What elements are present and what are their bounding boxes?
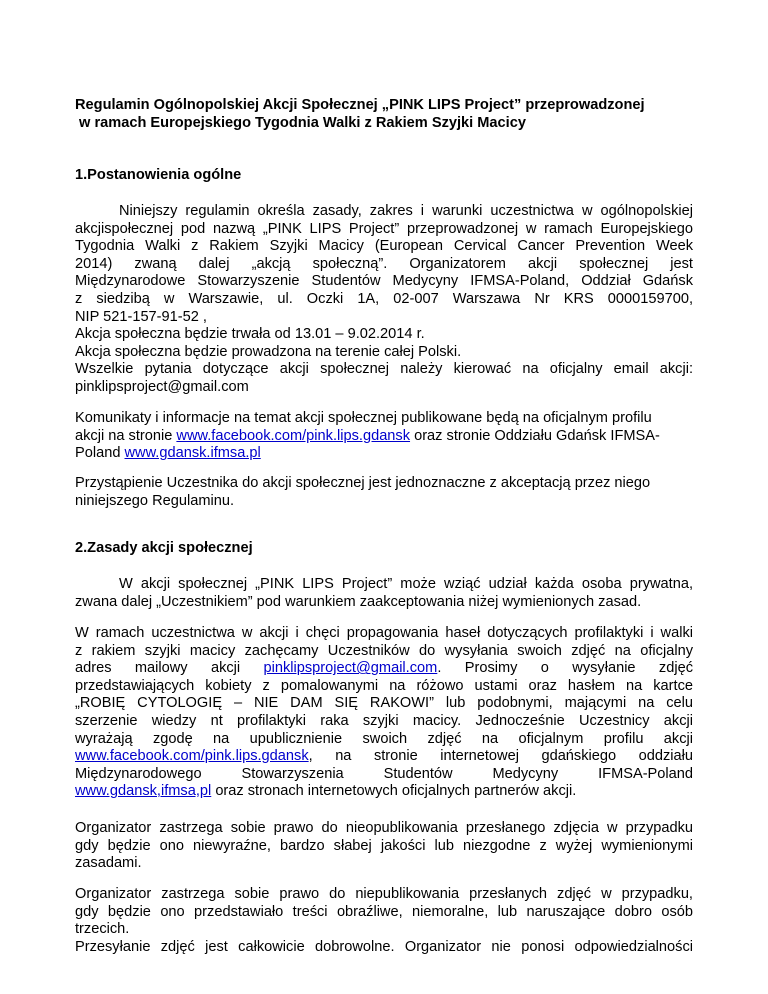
text-line xyxy=(75,445,693,463)
title-line-1: Regulamin Ogólnopolskiej Akcji Społecznej „PINK LIPS Project” przeprowadzonej xyxy=(75,97,645,113)
section-1-paragraph-2 xyxy=(75,410,693,463)
section-2-paragraph-1 xyxy=(75,576,693,611)
text-fragment: , na stronie internetowej gdańskiego oddziału xyxy=(308,748,693,765)
text-line: trzecich. xyxy=(75,921,130,938)
text-line: Niniejszy regulamin określa zasady, zakres i warunki uczestnictwa w ogólnopolskiej xyxy=(119,203,693,219)
section-2-heading: 2.Zasady akcji społecznej xyxy=(75,540,253,556)
contact-email-text: pinklipsproject@gmail.com xyxy=(75,378,249,395)
text-fragment: oraz stronach internetowych oficjalnych partnerów akcji. xyxy=(211,783,577,800)
text-line: Międzynarodowe Stowarzyszenie Studentów Medycyny IFMSA-Poland, Oddział Gdańsk xyxy=(75,273,693,290)
text-line: Przesyłanie zdjęć jest całkowicie dobrowolne. Organizator nie ponosi odpowiedzialności xyxy=(75,938,693,955)
text-fragment: adres mailowy akcji xyxy=(75,660,264,677)
text-line: NIP 521-157-91-52 , xyxy=(75,308,207,325)
text-line: zwana dalej „Uczestnikiem” pod warunkiem zaakceptowania niżej wymienionych zasad. xyxy=(75,593,642,610)
section-1-heading: 1.Postanowienia ogólne xyxy=(75,167,242,183)
text-line: „ROBIĘ CYTOLOGIĘ – NIE DAM SIĘ RAKOWI” lub podobnymi, mającymi na celu xyxy=(75,695,693,712)
ifmsa-website-link[interactable]: www.gdansk.ifmsa.pl xyxy=(124,445,261,462)
text-line: Akcja społeczna będzie trwała od 13.01 – 9.02.2014 r. xyxy=(75,326,425,343)
text-line: W ramach uczestnictwa w akcji i chęci propagowania haseł dotyczących profilaktyki i walki xyxy=(75,625,693,641)
text-fragment: . Prosimy o wysyłanie zdjęć xyxy=(437,660,693,677)
text-fragment: akcji na stronie xyxy=(75,427,177,444)
text-line: zasadami. xyxy=(75,855,142,872)
text-line: wyrażają zgodę na upublicznienie swoich zdjęć na oficjalnym profilu akcji xyxy=(75,730,693,747)
text-line: W akcji społecznej „PINK LIPS Project” może wziąć udział każda osoba prywatna, xyxy=(119,576,693,592)
text-line: Przystąpienie Uczestnika do akcji społecznej jest jednoznaczne z akceptacją przez niego xyxy=(75,475,651,491)
text-line: Organizator zastrzega sobie prawo do nieopublikowania przesłanego zdjęcia w przypadku xyxy=(75,820,693,836)
text-line xyxy=(75,748,693,766)
title-line-2: w ramach Europejskiego Tygodnia Walki z Rakiem Szyjki Macicy xyxy=(75,114,526,131)
text-line: Tygodnia Walki z Rakiem Szyjki Macicy (European Cervical Cancer Prevention Week xyxy=(75,238,693,255)
text-line: akcjispołecznej pod nazwą „PINK LIPS Project” przeprowadzonej w ramach Europejskiego xyxy=(75,220,693,237)
ifmsa-website-link[interactable]: www.gdansk,ifmsa,pl xyxy=(75,783,212,800)
text-line: Międzynarodowego Stowarzyszenia Studentów Medycyny IFMSA-Poland xyxy=(75,765,693,782)
document-title xyxy=(75,97,693,132)
text-line: 2014) zwaną dalej „akcją społeczną”. Organizatorem akcji społecznej jest xyxy=(75,255,693,272)
text-line: z rakiem szyjki macicy zachęcamy Uczestników do wysyłania swoich zdjęć na oficjalny xyxy=(75,642,693,659)
text-line: niniejszego Regulaminu. xyxy=(75,492,235,509)
text-line xyxy=(75,428,693,446)
section-2-paragraph-2 xyxy=(75,625,693,801)
facebook-link[interactable]: www.facebook.com/pink.lips.gdansk xyxy=(176,427,411,444)
text-line: gdy będzie ono przedstawiało treści obraźliwe, niemoralne, lub naruszające dobro osób xyxy=(75,903,693,920)
text-fragment: oraz stronie Oddziału Gdańsk IFMSA- xyxy=(410,427,660,444)
text-line: Organizator zastrzega sobie prawo do niepublikowania przesłanych zdjęć w przypadku, xyxy=(75,886,693,902)
section-1-paragraph-1 xyxy=(75,203,693,397)
text-line: Wszelkie pytania dotyczące akcji społecznej należy kierować na oficjalny email akcji: xyxy=(75,361,693,378)
text-line xyxy=(75,660,693,678)
text-line: gdy będzie ono niewyraźne, bardzo słabej jakości lub niezgodne z wyżej wymienionymi xyxy=(75,837,693,854)
facebook-link[interactable]: www.facebook.com/pink.lips.gdansk xyxy=(75,748,309,765)
text-line: Komunikaty i informacje na temat akcji społecznej publikowane będą na oficjalnym profilu xyxy=(75,410,652,426)
text-line: Akcja społeczna będzie prowadzona na terenie całej Polski. xyxy=(75,343,462,360)
section-2-paragraph-4 xyxy=(75,886,693,956)
section-2-paragraph-3 xyxy=(75,820,693,873)
text-line xyxy=(75,783,693,801)
section-1-paragraph-3 xyxy=(75,475,693,510)
text-line: z siedzibą w Warszawie, ul. Oczki 1A, 02-007 Warszawa Nr KRS 0000159700, xyxy=(75,290,693,307)
text-line: przedstawiających kobiety z pomalowanymi na różowo ustami oraz hasłem na kartce xyxy=(75,677,693,694)
text-line: szerzenie wiedzy nt profilaktyki raka szyjki macicy. Jednocześnie Uczestnicy akcji xyxy=(75,712,693,729)
text-fragment: Poland xyxy=(75,445,125,462)
email-link[interactable]: pinklipsproject@gmail.com xyxy=(263,660,438,677)
